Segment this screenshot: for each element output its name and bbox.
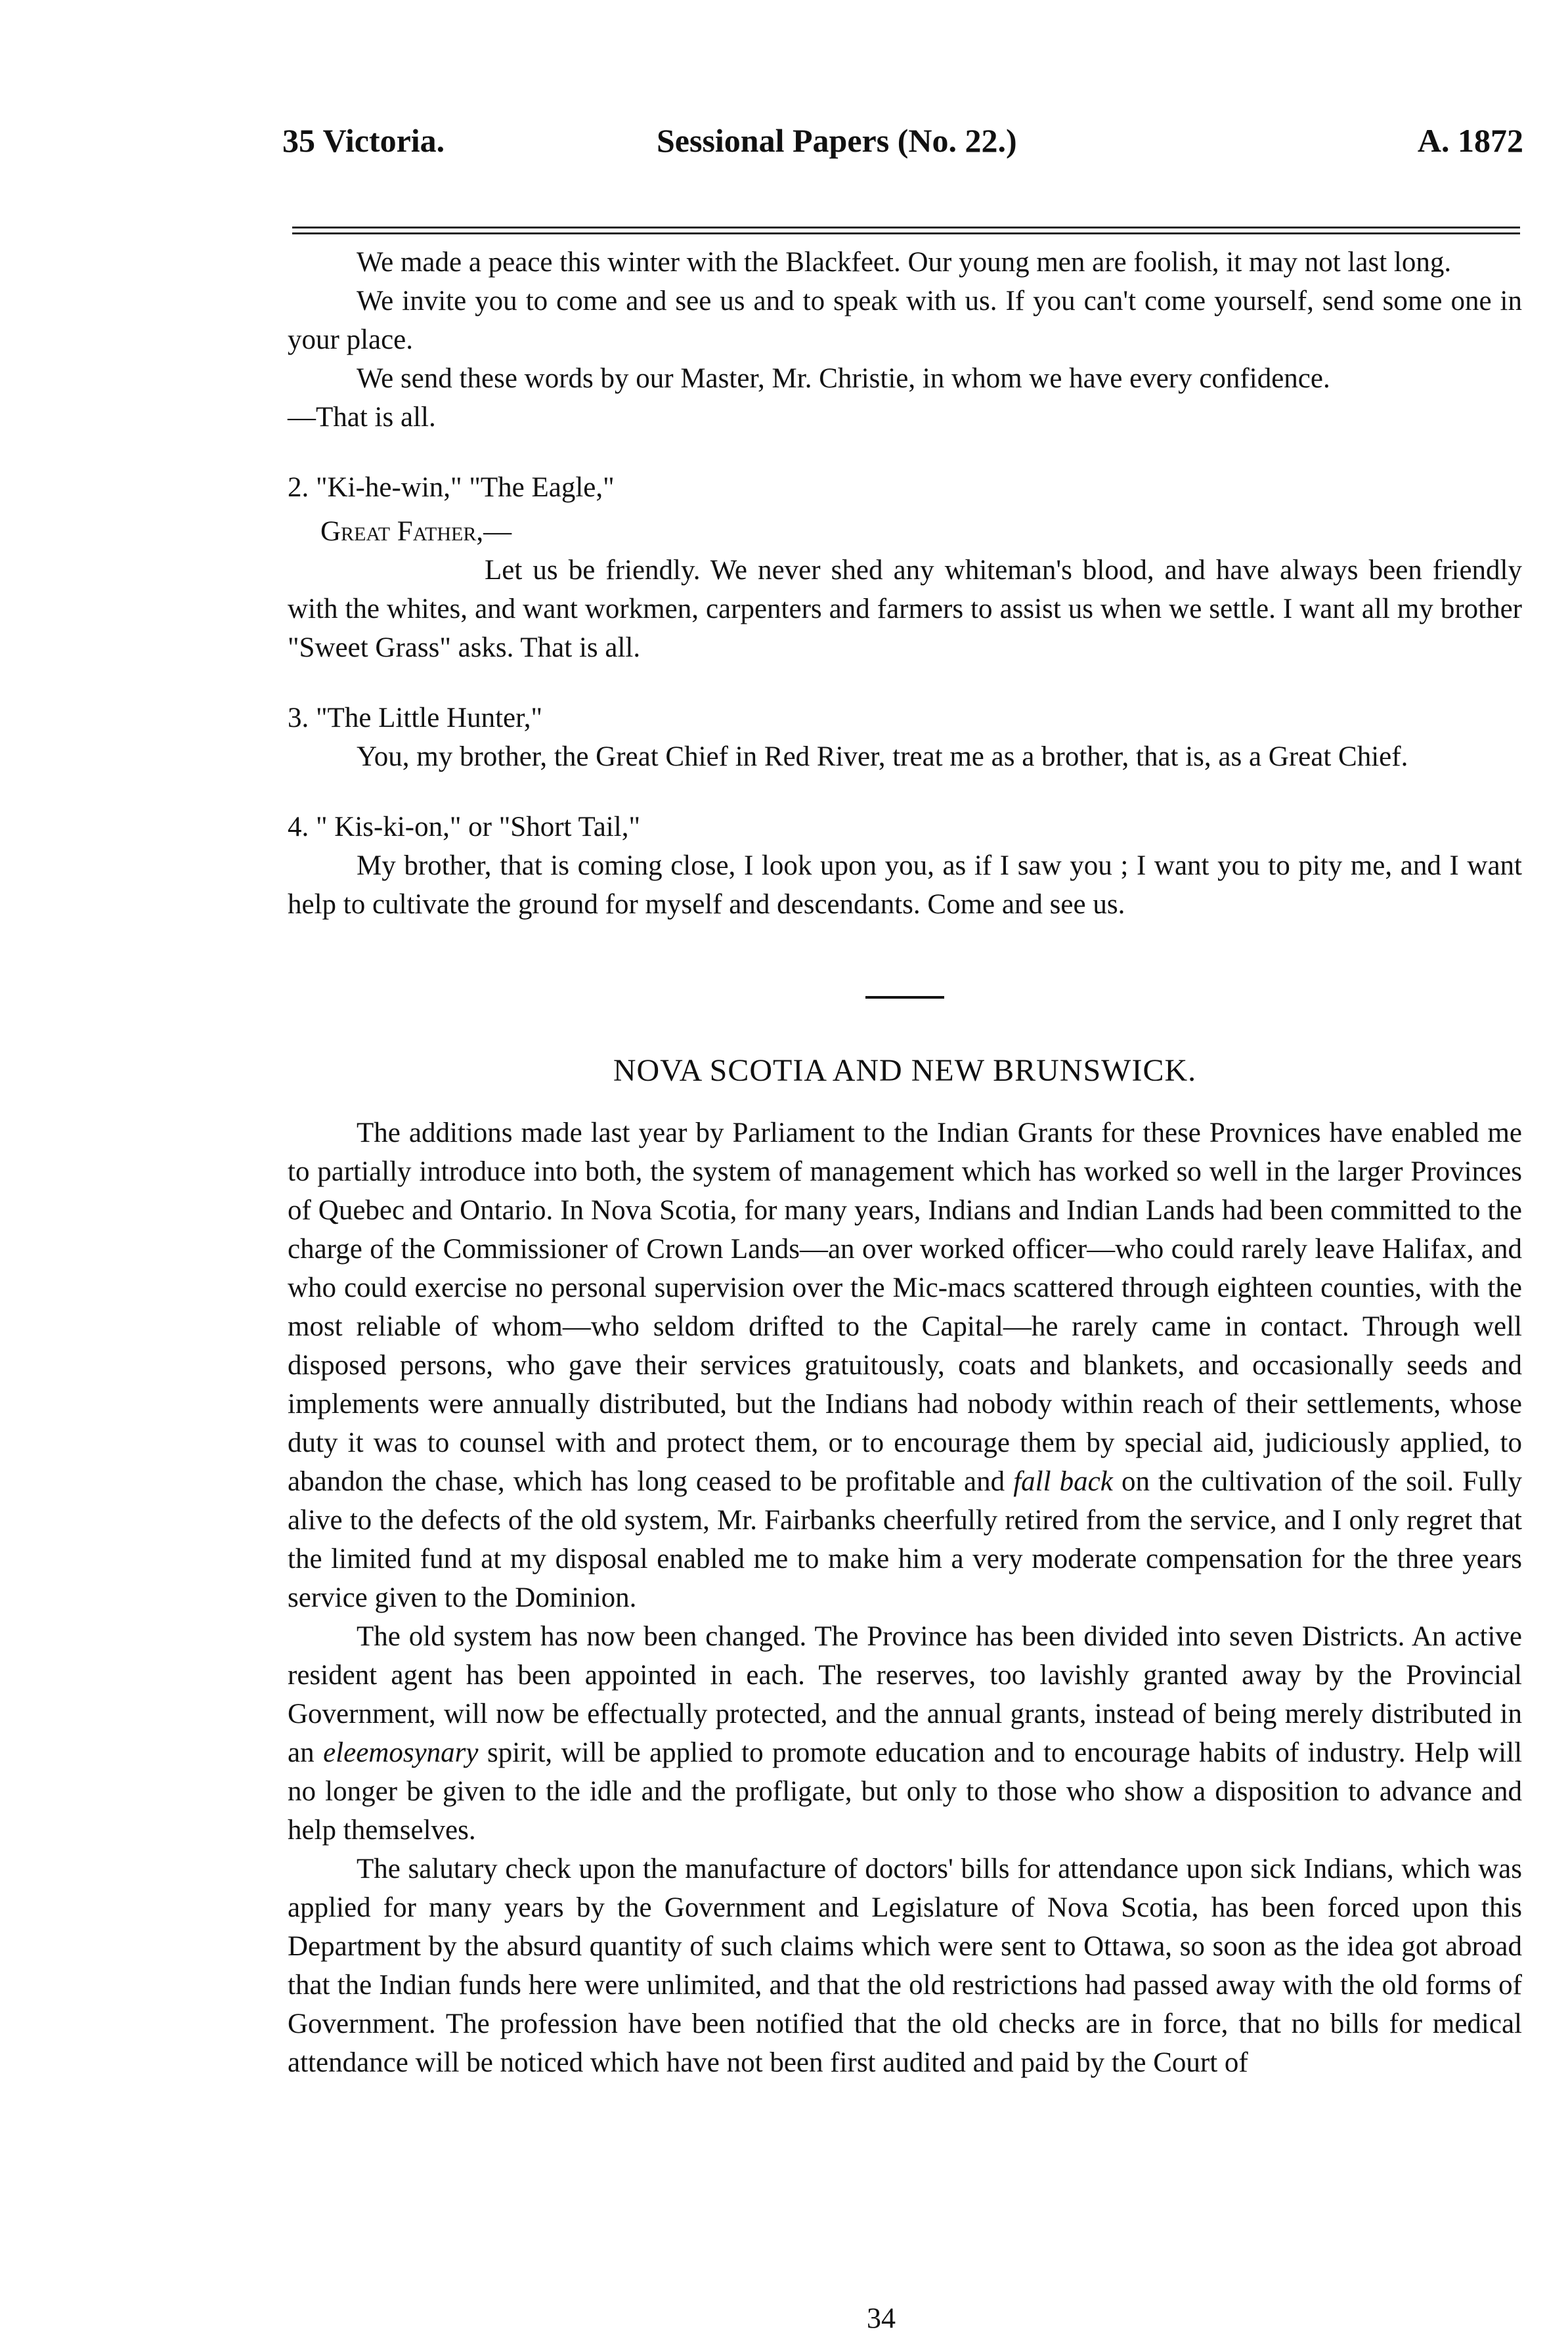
header-year: A. 1872	[1417, 122, 1523, 159]
section-paragraph-2-text: The old system has now been changed. The Province has been divided into seven Districts. An active resident agent has been appointed in each. The reserves, too lavishly granted away by the Provincial Government, will now be effectually protected, and the annual grants, instead of being merely distributed in an	[288, 1621, 1522, 1768]
letter4-heading: 4. " Kis-ki-on," or "Short Tail,"	[288, 812, 640, 842]
letter1-closing: —That is all.	[288, 402, 436, 433]
page-header	[282, 121, 1523, 174]
section-title: NOVA SCOTIA AND NEW BRUNSWICK.	[613, 1053, 1197, 1088]
page-body	[288, 243, 1522, 2082]
section-paragraph-3: The salutary check upon the manufacture of doctors' bills for attendance upon sick Indians, which was applied for many years by the Government and Legislature of Nova Scotia, has been forced upon this Department by the absurd quantity of such claims which were sent to Ottawa, so soon as the idea got abroad that the Indian funds here were unlimited, and that the old restrictions had passed away with the old forms of Government. The profession have been notified that the old checks are in force, that no bills for medical attendance will be noticed which have not been first audited and paid by the Court of	[288, 1854, 1522, 2078]
letter3-body: You, my brother, the Great Chief in Red River, treat me as a brother, that is, as a Great Chief.	[357, 741, 1408, 772]
letter1-paragraph-2: We invite you to come and see us and to speak with us. If you can't come yourself, send some one in your place.	[288, 286, 1522, 355]
letter3-heading: 3. "The Little Hunter,"	[288, 703, 543, 733]
page-number: 34	[867, 2302, 896, 2334]
section-paragraph-2-tail: spirit, will be applied to promote education and to encourage habits of industry. Help will no longer be given to the idle and the profligate, but only to those who show a disposition to advance and help themselves.	[288, 1737, 1523, 1846]
header-rule-top	[292, 227, 1520, 228]
letter1-paragraph-3: We send these words by our Master, Mr. Christie, in whom we have every confidence.	[357, 363, 1330, 394]
section-paragraph-1-tail: on the cultivation of the soil. Fully alive to the defects of the old system, Mr. Fairbanks cheerfully retired from the service, and I only regret that the limited fund at my disposal enabled me to make him a very moderate compensation for the three years service given to the Dominion.	[288, 1466, 1523, 1613]
section-divider	[865, 996, 944, 999]
section-paragraph-1-text: The additions made last year by Parliament to the Indian Grants for these Provnices have enabled me to partially introduce into both, the system of management which has worked so well in the larger Provinces of Quebec and Ontario. In Nova Scotia, for many years, Indians and Indian Lands had been committed to the charge of the Commissioner of Crown Lands—an over worked officer—who could rarely leave Halifax, and who could exercise no personal supervision over the Mic-macs scattered through eighteen counties, with the most reliable of whom—who seldom drifted to the Capital—he rarely came in contact. Through well disposed persons, who gave their services gratuitously, coats and blankets, and occasionally seeds and implements were annually distributed, but the Indians had nobody within reach of their settlements, whose duty it was to counsel with and protect them, or to encourage them by special aid, judiciously applied, to abandon the chase, which has long ceased to be profitable and	[288, 1118, 1522, 1497]
header-title: Sessional Papers (No. 22.)	[657, 122, 1017, 159]
section-paragraph-1	[288, 1114, 1522, 1617]
letter1-paragraph-1: We made a peace this winter with the Blackfeet. Our young men are foolish, it may not last long.	[357, 247, 1452, 278]
letter4-body: My brother, that is coming close, I look upon you, as if I saw you ; I want you to pity me, and I want help to cultivate the ground for myself and descendants. Come and see us.	[288, 850, 1522, 920]
header-rule-bottom	[292, 232, 1520, 234]
letter2-heading: 2. "Ki-he-win," "The Eagle,"	[288, 472, 615, 503]
section-paragraph-2	[288, 1617, 1522, 1850]
letter2-body: Let us be friendly. We never shed any whiteman's blood, and have always been friendly with the whites, and want workmen, carpenters and farmers to assist us when we settle. I want all my brother "Sweet Grass" asks. That is all.	[288, 555, 1522, 663]
section-paragraph-2-italic: eleemosynary	[323, 1737, 479, 1768]
header-volume: 35 Victoria.	[282, 122, 445, 159]
section-paragraph-1-italic: fall back	[1013, 1466, 1113, 1497]
letter2-salutation: Great Father,—	[320, 516, 512, 547]
